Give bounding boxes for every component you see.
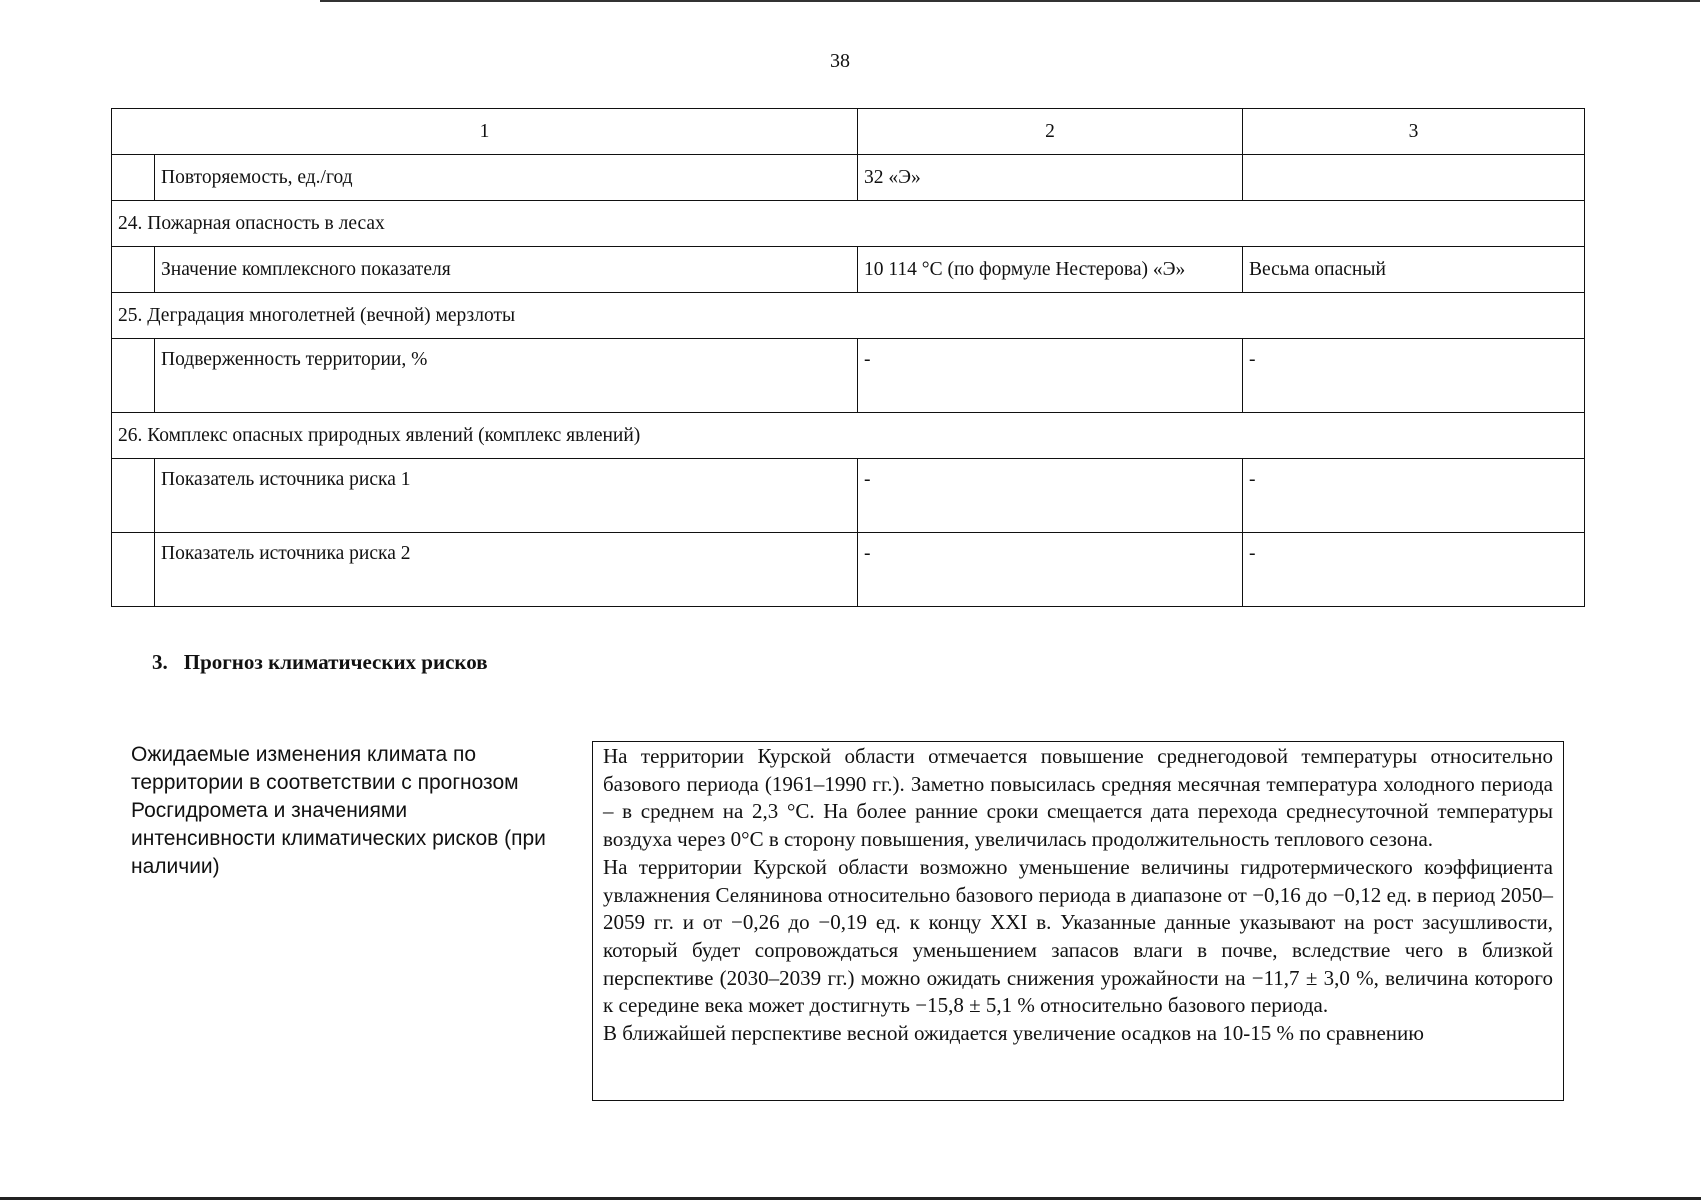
table-row	[112, 339, 1585, 413]
table-row	[112, 459, 1585, 533]
indicator-label: Подверженность территории, %	[155, 339, 858, 413]
indicator-assessment: -	[1243, 533, 1585, 607]
risk-table	[111, 108, 1585, 607]
section-heading	[152, 650, 488, 675]
table-row	[112, 533, 1585, 607]
table-header-row	[112, 109, 1585, 155]
indent-cell	[112, 247, 155, 293]
table-row	[112, 155, 1585, 201]
indicator-label: Показатель источника риска 1	[155, 459, 858, 533]
header-col-1: 1	[112, 109, 858, 155]
forecast-paragraph: На территории Курской области возможно уменьшение величины гидротермического коэффициента увлажнения Селянинова относительно базового периода в диапазоне от −0,16 до −0,12 ед. в период 2050–2059 гг. и от −0,26 до −0,19 ед. к концу XXI в. Указанные данные указывают на рост засушливости, который будет сопровождаться уменьшением запасов влаги в почве, вследствие чего в близкой перспективе (2030–2039 гг.) можно ожидать снижения урожайности на −11,7 ± 3,0 %, величина которого к середине века может достигнуть −15,8 ± 5,1 % относительно базового периода.	[603, 854, 1553, 1018]
indicator-assessment: -	[1243, 339, 1585, 413]
section-row	[112, 293, 1585, 339]
forecast-text-box	[592, 741, 1564, 1101]
section-heading-26: 26. Комплекс опасных природных явлений (комплекс явлений)	[112, 413, 1585, 459]
indicator-value: 32 «Э»	[858, 155, 1243, 201]
indicator-value: 10 114 °С (по формуле Нестерова) «Э»	[858, 247, 1243, 293]
indent-cell	[112, 155, 155, 201]
forecast-paragraph: На территории Курской области отмечается повышение среднегодовой температуры относительно базового периода (1961–1990 гг.). Заметно повысилась средняя месячная температура холодного периода – в среднем на 2,3 °С. На более ранние сроки смещается дата перехода среднесуточной температуры воздуха через 0°С в сторону повышения, увеличилась продолжительность теплового сезона.	[603, 744, 1553, 852]
indent-cell	[112, 533, 155, 607]
indicator-label: Повторяемость, ед./год	[155, 155, 858, 201]
header-col-3: 3	[1243, 109, 1585, 155]
section-heading-24: 24. Пожарная опасность в лесах	[112, 201, 1585, 247]
section-heading-25: 25. Деградация многолетней (вечной) мерзлоты	[112, 293, 1585, 339]
indicator-assessment: Весьма опасный	[1243, 247, 1585, 293]
indent-cell	[112, 459, 155, 533]
indicator-value: -	[858, 339, 1243, 413]
indicator-value: -	[858, 533, 1243, 607]
indicator-assessment	[1243, 155, 1585, 201]
indicator-label: Значение комплексного показателя	[155, 247, 858, 293]
page-number: 38	[830, 50, 850, 72]
forecast-paragraph: В ближайшей перспективе весной ожидается увеличение осадков на 10-15 % по сравнению	[603, 1021, 1424, 1046]
section-number: 3.	[152, 650, 168, 674]
table-row	[112, 247, 1585, 293]
header-col-2: 2	[858, 109, 1243, 155]
section-title: Прогноз климатических рисков	[183, 650, 488, 674]
indicator-assessment: -	[1243, 459, 1585, 533]
forecast-description-label: Ожидаемые изменения климата по территории в соответствии с прогнозом Росгидромета и значениями интенсивности климатических рисков (при наличии)	[131, 743, 546, 878]
section-row	[112, 201, 1585, 247]
section-row	[112, 413, 1585, 459]
indicator-value: -	[858, 459, 1243, 533]
indicator-label: Показатель источника риска 2	[155, 533, 858, 607]
top-border-line	[320, 0, 1700, 2]
indent-cell	[112, 339, 155, 413]
